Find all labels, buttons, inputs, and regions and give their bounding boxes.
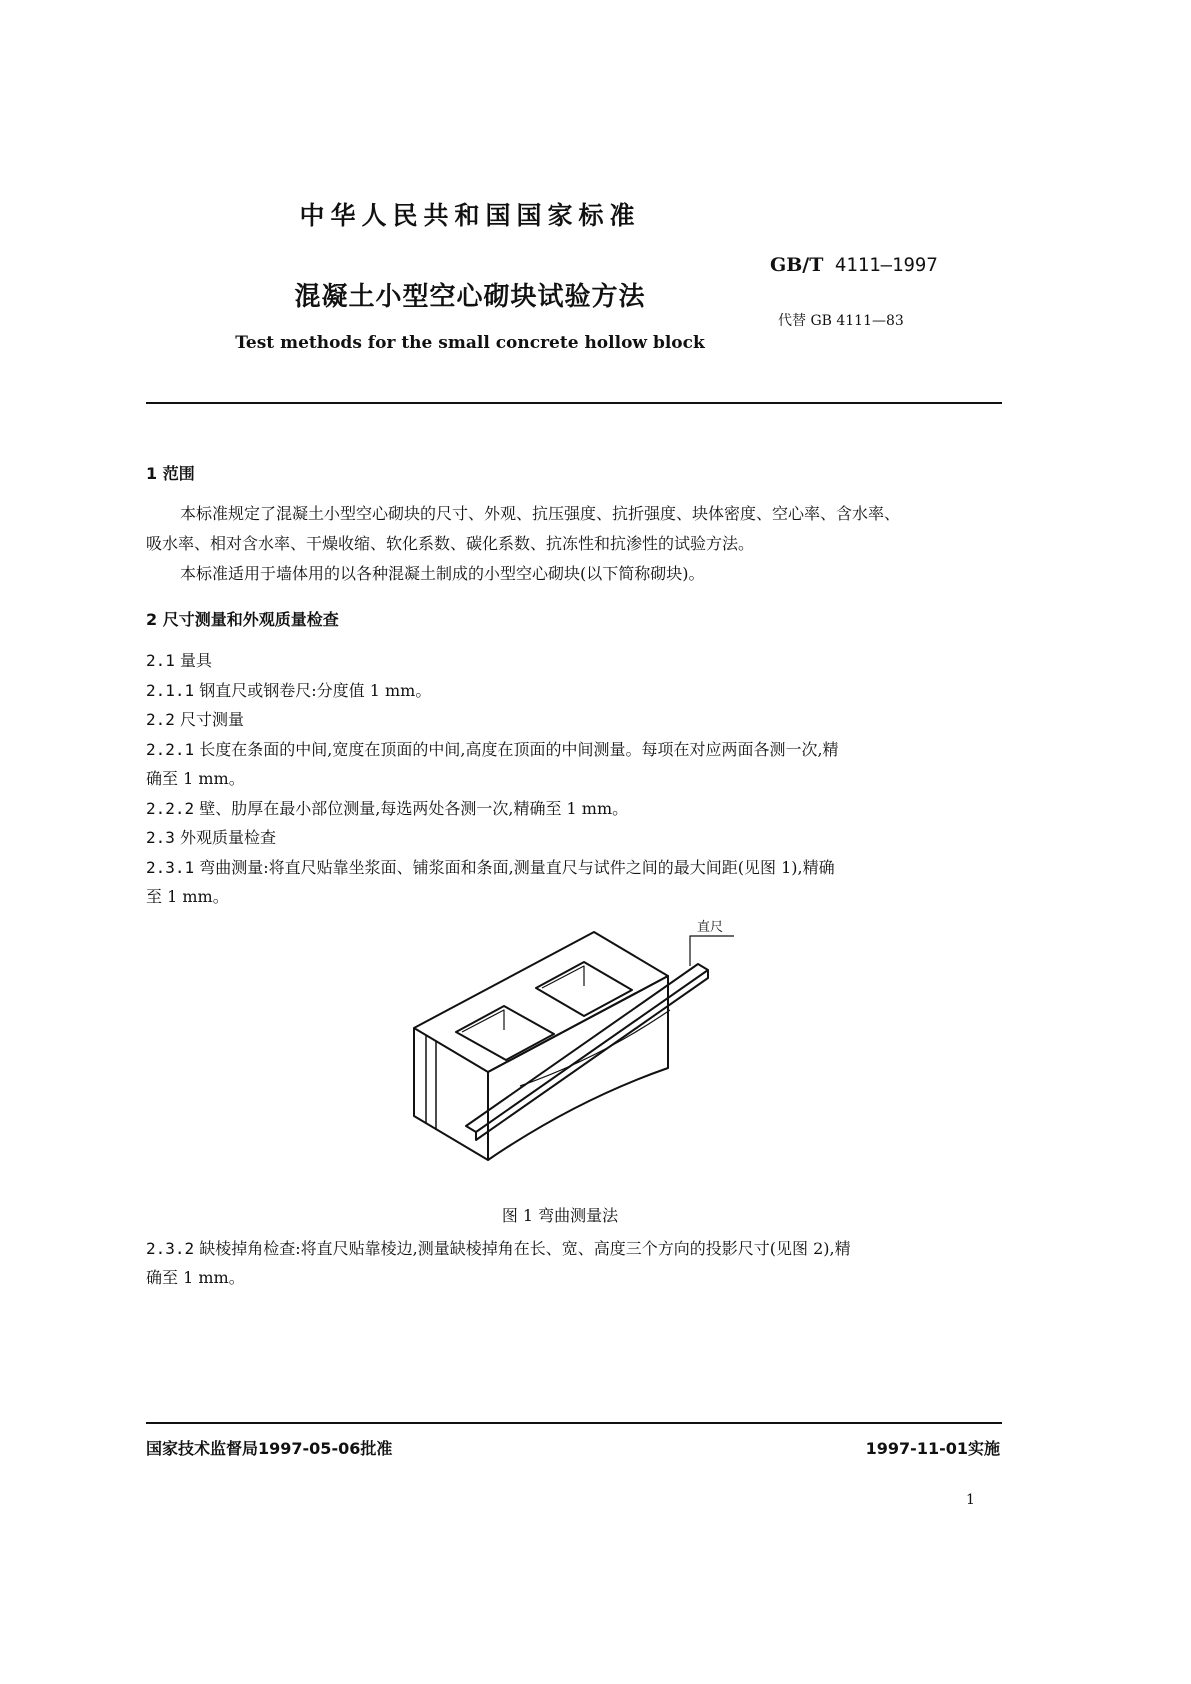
- hollow-cell-1: [456, 1006, 554, 1060]
- clause-2-3-2: [146, 1238, 851, 1260]
- straightedge: [466, 964, 708, 1132]
- section-1-heading: 1 范围: [146, 464, 195, 483]
- figure-1-drawing: [400, 918, 740, 1188]
- section-1-para-2: 本标准适用于墙体用的以各种混凝土制成的小型空心砌块(以下简称砌块)。: [180, 564, 705, 583]
- clause-text: 钢直尺或钢卷尺:分度值 1 mm。: [199, 681, 432, 700]
- figure-1-label: 直尺: [697, 920, 724, 935]
- clause-number: 2.1: [146, 651, 175, 670]
- clause-2-3-1: [146, 857, 835, 879]
- clause-2-2: [146, 709, 244, 731]
- clause-text: 弯曲测量:将直尺贴靠坐浆面、铺浆面和条面,测量直尺与试件之间的最大间距(见图 1),精确: [199, 858, 835, 877]
- clause-text: 缺棱掉角检查:将直尺贴靠棱边,测量缺棱掉角在长、宽、高度三个方向的投影尺寸(见图 2),精: [199, 1239, 851, 1258]
- clause-number: 2.3.1: [146, 858, 195, 877]
- title-chinese: 混凝土小型空心砌块试验方法: [294, 282, 646, 312]
- section-1-para-1-line-1: 本标准规定了混凝土小型空心砌块的尺寸、外观、抗压强度、抗折强度、块体密度、空心率、含水率、: [180, 504, 901, 523]
- block-top-face: [414, 932, 668, 1072]
- clause-number: 2.1.1: [146, 681, 195, 700]
- clause-text: 壁、肋厚在最小部位测量,每选两处各测一次,精确至 1 mm。: [199, 799, 629, 818]
- clause-2-1: [146, 650, 212, 672]
- clause-number: 2.2.2: [146, 799, 195, 818]
- clause-2-3-2-line-2: 确至 1 mm。: [146, 1268, 245, 1287]
- clause-2-2-1: [146, 739, 839, 761]
- section-2-heading: 2 尺寸测量和外观质量检查: [146, 610, 339, 629]
- label-leader: [690, 936, 734, 966]
- effective-date: 1997-11-01实施: [865, 1439, 1000, 1458]
- header-rule: [146, 402, 1002, 404]
- clause-2-2-1-line-2: 确至 1 mm。: [146, 769, 245, 788]
- standard-code: [770, 254, 938, 276]
- section-1-para-1-line-2: 吸水率、相对含水率、干燥收缩、软化系数、碳化系数、抗冻性和抗渗性的试验方法。: [146, 534, 755, 553]
- figure-1-caption: 图 1 弯曲测量法: [501, 1206, 619, 1225]
- clause-2-3-1-line-2: 至 1 mm。: [146, 887, 229, 906]
- clause-text: 长度在条面的中间,宽度在顶面的中间,高度在顶面的中间测量。每项在对应两面各测一次,精: [199, 740, 839, 759]
- code-number: 4111—1997: [834, 254, 938, 276]
- title-english: Test methods for the small concrete hollow block: [235, 333, 705, 353]
- clause-2-1-1: [146, 680, 431, 702]
- approval-date: 国家技术监督局1997-05-06批准: [146, 1439, 393, 1458]
- clause-2-3: [146, 827, 276, 849]
- clause-number: 2.2: [146, 710, 175, 729]
- footer-rule: [146, 1422, 1002, 1424]
- code-prefix: GB/T: [770, 254, 824, 276]
- clause-2-2-2: [146, 798, 628, 820]
- clause-number: 2.2.1: [146, 740, 195, 759]
- clause-text: 量具: [180, 651, 213, 670]
- clause-text: 外观质量检查: [180, 828, 277, 847]
- standard-type: 中华人民共和国国家标准: [299, 201, 641, 230]
- replaces-note: 代替 GB 4111—83: [778, 313, 904, 329]
- clause-text: 尺寸测量: [180, 710, 245, 729]
- clause-number: 2.3.2: [146, 1239, 195, 1258]
- page-number: 1: [966, 1492, 975, 1508]
- clause-number: 2.3: [146, 828, 175, 847]
